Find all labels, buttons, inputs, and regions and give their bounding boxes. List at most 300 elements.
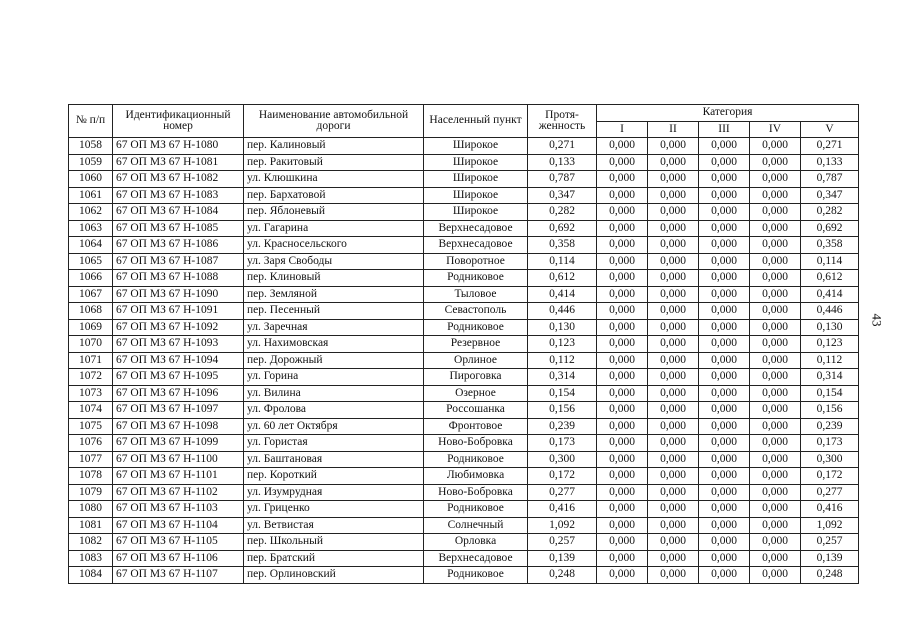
cell-id: 67 ОП МЗ 67 Н-1081 [113,154,244,171]
header-road: Наименование автомобильной дороги [244,105,424,138]
cell-cat-4: 0,000 [750,187,801,204]
cell-cat-1: 0,000 [597,550,648,567]
cell-cat-2: 0,000 [648,517,699,534]
cell-cat-4: 0,000 [750,204,801,221]
cell-length: 0,271 [528,138,597,155]
cell-num: 1071 [69,352,113,369]
cell-id: 67 ОП МЗ 67 Н-1105 [113,534,244,551]
cell-num: 1066 [69,270,113,287]
cell-cat-2: 0,000 [648,451,699,468]
cell-num: 1058 [69,138,113,155]
cell-cat-4: 0,000 [750,550,801,567]
cell-cat-3: 0,000 [699,435,750,452]
cell-road: ул. Гриценко [244,501,424,518]
cell-cat-2: 0,000 [648,187,699,204]
table-row [69,303,859,320]
cell-cat-4: 0,000 [750,336,801,353]
cell-cat-1: 0,000 [597,253,648,270]
cell-cat-5: 0,271 [801,138,859,155]
cell-road: пер. Клиновый [244,270,424,287]
cell-place: Родниковое [424,270,528,287]
cell-place: Орловка [424,534,528,551]
cell-cat-3: 0,000 [699,187,750,204]
cell-cat-1: 0,000 [597,187,648,204]
cell-cat-4: 0,000 [750,435,801,452]
cell-cat-3: 0,000 [699,567,750,584]
cell-length: 1,092 [528,517,597,534]
cell-length: 0,446 [528,303,597,320]
cell-id: 67 ОП МЗ 67 Н-1100 [113,451,244,468]
table-row [69,270,859,287]
cell-length: 0,130 [528,319,597,336]
cell-cat-1: 0,000 [597,171,648,188]
cell-cat-5: 0,248 [801,567,859,584]
cell-id: 67 ОП МЗ 67 Н-1099 [113,435,244,452]
cell-cat-2: 0,000 [648,138,699,155]
cell-cat-3: 0,000 [699,204,750,221]
header-place: Населенный пункт [424,105,528,138]
cell-cat-3: 0,000 [699,154,750,171]
cell-road: ул. Красносельского [244,237,424,254]
table-row [69,385,859,402]
cell-cat-1: 0,000 [597,204,648,221]
cell-num: 1063 [69,220,113,237]
cell-id: 67 ОП МЗ 67 Н-1104 [113,517,244,534]
cell-place: Севастополь [424,303,528,320]
cell-place: Родниковое [424,319,528,336]
table-row [69,418,859,435]
cell-id: 67 ОП МЗ 67 Н-1088 [113,270,244,287]
cell-cat-2: 0,000 [648,171,699,188]
cell-cat-1: 0,000 [597,418,648,435]
cell-num: 1077 [69,451,113,468]
table-row [69,336,859,353]
cell-cat-5: 0,416 [801,501,859,518]
cell-road: ул. Клюшкина [244,171,424,188]
cell-cat-1: 0,000 [597,402,648,419]
cell-cat-3: 0,000 [699,468,750,485]
cell-place: Поворотное [424,253,528,270]
cell-cat-3: 0,000 [699,303,750,320]
table-row [69,517,859,534]
cell-num: 1069 [69,319,113,336]
table-row [69,319,859,336]
cell-road: пер. Калиновый [244,138,424,155]
cell-length: 0,173 [528,435,597,452]
cell-cat-3: 0,000 [699,451,750,468]
cell-id: 67 ОП МЗ 67 Н-1080 [113,138,244,155]
cell-cat-5: 0,277 [801,484,859,501]
cell-road: пер. Братский [244,550,424,567]
table-row [69,138,859,155]
cell-cat-5: 0,300 [801,451,859,468]
cell-num: 1074 [69,402,113,419]
cell-cat-1: 0,000 [597,336,648,353]
cell-cat-2: 0,000 [648,550,699,567]
cell-cat-1: 0,000 [597,319,648,336]
cell-cat-1: 0,000 [597,138,648,155]
cell-cat-3: 0,000 [699,171,750,188]
cell-place: Широкое [424,171,528,188]
cell-id: 67 ОП МЗ 67 Н-1094 [113,352,244,369]
cell-cat-2: 0,000 [648,336,699,353]
cell-place: Широкое [424,138,528,155]
cell-cat-4: 0,000 [750,418,801,435]
cell-num: 1081 [69,517,113,534]
table-row [69,204,859,221]
cell-num: 1067 [69,286,113,303]
cell-place: Родниковое [424,451,528,468]
cell-place: Тыловое [424,286,528,303]
cell-num: 1068 [69,303,113,320]
cell-road: ул. Заря Свободы [244,253,424,270]
cell-id: 67 ОП МЗ 67 Н-1093 [113,336,244,353]
header-id: Идентификационный номер [113,105,244,138]
cell-id: 67 ОП МЗ 67 Н-1102 [113,484,244,501]
cell-cat-2: 0,000 [648,303,699,320]
cell-length: 0,112 [528,352,597,369]
cell-cat-2: 0,000 [648,484,699,501]
cell-cat-2: 0,000 [648,501,699,518]
cell-road: ул. Фролова [244,402,424,419]
cell-cat-4: 0,000 [750,567,801,584]
cell-id: 67 ОП МЗ 67 Н-1083 [113,187,244,204]
cell-cat-3: 0,000 [699,517,750,534]
cell-cat-4: 0,000 [750,220,801,237]
cell-num: 1059 [69,154,113,171]
cell-length: 0,692 [528,220,597,237]
cell-cat-5: 0,112 [801,352,859,369]
cell-num: 1080 [69,501,113,518]
cell-cat-2: 0,000 [648,402,699,419]
cell-cat-5: 0,139 [801,550,859,567]
cell-cat-5: 0,314 [801,369,859,386]
cell-length: 0,282 [528,204,597,221]
header-num: № п/п [69,105,113,138]
cell-length: 0,154 [528,385,597,402]
cell-num: 1084 [69,567,113,584]
cell-cat-1: 0,000 [597,369,648,386]
cell-place: Ново-Бобровка [424,484,528,501]
cell-place: Верхнесадовое [424,220,528,237]
cell-cat-5: 0,257 [801,534,859,551]
cell-num: 1079 [69,484,113,501]
cell-length: 0,133 [528,154,597,171]
cell-place: Широкое [424,187,528,204]
cell-cat-3: 0,000 [699,352,750,369]
cell-id: 67 ОП МЗ 67 Н-1095 [113,369,244,386]
cell-place: Родниковое [424,567,528,584]
header-cat-5: V [801,122,859,138]
cell-cat-5: 1,092 [801,517,859,534]
cell-num: 1075 [69,418,113,435]
cell-cat-2: 0,000 [648,468,699,485]
cell-num: 1076 [69,435,113,452]
cell-cat-1: 0,000 [597,484,648,501]
cell-cat-5: 0,787 [801,171,859,188]
cell-cat-2: 0,000 [648,204,699,221]
table-row [69,501,859,518]
table-row [69,435,859,452]
cell-length: 0,612 [528,270,597,287]
table-row [69,253,859,270]
cell-place: Широкое [424,154,528,171]
table-row [69,369,859,386]
header-cat-2: II [648,122,699,138]
cell-cat-4: 0,000 [750,154,801,171]
cell-id: 67 ОП МЗ 67 Н-1082 [113,171,244,188]
cell-cat-3: 0,000 [699,402,750,419]
cell-cat-3: 0,000 [699,270,750,287]
cell-cat-1: 0,000 [597,435,648,452]
cell-cat-4: 0,000 [750,253,801,270]
cell-cat-2: 0,000 [648,534,699,551]
table-row [69,402,859,419]
cell-road: пер. Дорожный [244,352,424,369]
cell-cat-4: 0,000 [750,303,801,320]
cell-num: 1072 [69,369,113,386]
cell-cat-3: 0,000 [699,220,750,237]
cell-length: 0,414 [528,286,597,303]
cell-road: ул. Нахимовская [244,336,424,353]
cell-place: Верхнесадовое [424,237,528,254]
cell-length: 0,239 [528,418,597,435]
cell-num: 1062 [69,204,113,221]
cell-cat-2: 0,000 [648,286,699,303]
cell-length: 0,139 [528,550,597,567]
cell-cat-5: 0,358 [801,237,859,254]
cell-id: 67 ОП МЗ 67 Н-1085 [113,220,244,237]
cell-num: 1082 [69,534,113,551]
table-row [69,286,859,303]
cell-cat-3: 0,000 [699,237,750,254]
cell-id: 67 ОП МЗ 67 Н-1087 [113,253,244,270]
cell-cat-5: 0,282 [801,204,859,221]
cell-cat-2: 0,000 [648,418,699,435]
cell-cat-3: 0,000 [699,385,750,402]
cell-cat-4: 0,000 [750,270,801,287]
cell-id: 67 ОП МЗ 67 Н-1091 [113,303,244,320]
cell-cat-3: 0,000 [699,501,750,518]
cell-cat-1: 0,000 [597,154,648,171]
cell-id: 67 ОП МЗ 67 Н-1098 [113,418,244,435]
cell-length: 0,123 [528,336,597,353]
cell-cat-4: 0,000 [750,484,801,501]
cell-cat-4: 0,000 [750,501,801,518]
cell-cat-2: 0,000 [648,220,699,237]
cell-cat-3: 0,000 [699,369,750,386]
cell-id: 67 ОП МЗ 67 Н-1106 [113,550,244,567]
cell-cat-5: 0,446 [801,303,859,320]
cell-cat-2: 0,000 [648,369,699,386]
table-row [69,534,859,551]
header-length: Протя-женность [528,105,597,138]
cell-cat-4: 0,000 [750,171,801,188]
cell-length: 0,172 [528,468,597,485]
page-number: 43 [869,313,885,327]
cell-length: 0,114 [528,253,597,270]
table-row [69,550,859,567]
cell-cat-3: 0,000 [699,138,750,155]
cell-length: 0,277 [528,484,597,501]
cell-id: 67 ОП МЗ 67 Н-1086 [113,237,244,254]
cell-place: Резервное [424,336,528,353]
cell-road: ул. Гагарина [244,220,424,237]
cell-num: 1061 [69,187,113,204]
cell-cat-3: 0,000 [699,336,750,353]
cell-cat-4: 0,000 [750,286,801,303]
cell-cat-2: 0,000 [648,435,699,452]
cell-cat-5: 0,347 [801,187,859,204]
cell-cat-2: 0,000 [648,253,699,270]
cell-place: Любимовка [424,468,528,485]
cell-place: Верхнесадовое [424,550,528,567]
cell-length: 0,416 [528,501,597,518]
cell-cat-2: 0,000 [648,319,699,336]
cell-cat-3: 0,000 [699,550,750,567]
cell-id: 67 ОП МЗ 67 Н-1103 [113,501,244,518]
cell-cat-1: 0,000 [597,501,648,518]
cell-id: 67 ОП МЗ 67 Н-1084 [113,204,244,221]
cell-length: 0,347 [528,187,597,204]
cell-length: 0,358 [528,237,597,254]
cell-cat-1: 0,000 [597,451,648,468]
cell-cat-1: 0,000 [597,567,648,584]
cell-road: ул. Изумрудная [244,484,424,501]
cell-cat-3: 0,000 [699,534,750,551]
cell-cat-1: 0,000 [597,385,648,402]
cell-cat-2: 0,000 [648,154,699,171]
table-row [69,220,859,237]
cell-cat-3: 0,000 [699,253,750,270]
cell-cat-4: 0,000 [750,402,801,419]
header-cat-1: I [597,122,648,138]
table-row [69,237,859,254]
cell-length: 0,248 [528,567,597,584]
cell-road: ул. Горина [244,369,424,386]
cell-road: ул. 60 лет Октября [244,418,424,435]
cell-cat-4: 0,000 [750,451,801,468]
cell-place: Широкое [424,204,528,221]
cell-cat-2: 0,000 [648,567,699,584]
cell-cat-5: 0,133 [801,154,859,171]
cell-cat-4: 0,000 [750,138,801,155]
roads-table [68,104,859,584]
cell-cat-5: 0,239 [801,418,859,435]
table-row [69,451,859,468]
cell-place: Озерное [424,385,528,402]
cell-cat-2: 0,000 [648,385,699,402]
table-row [69,468,859,485]
cell-cat-4: 0,000 [750,352,801,369]
cell-cat-1: 0,000 [597,220,648,237]
cell-cat-4: 0,000 [750,237,801,254]
cell-place: Родниковое [424,501,528,518]
cell-place: Орлиное [424,352,528,369]
cell-cat-5: 0,123 [801,336,859,353]
table-row [69,187,859,204]
cell-cat-4: 0,000 [750,369,801,386]
cell-cat-5: 0,692 [801,220,859,237]
cell-num: 1083 [69,550,113,567]
table-row [69,171,859,188]
cell-place: Россошанка [424,402,528,419]
cell-road: пер. Орлиновский [244,567,424,584]
cell-cat-3: 0,000 [699,484,750,501]
cell-cat-1: 0,000 [597,286,648,303]
cell-place: Ново-Бобровка [424,435,528,452]
cell-place: Пироговка [424,369,528,386]
cell-num: 1073 [69,385,113,402]
cell-cat-5: 0,130 [801,319,859,336]
cell-road: пер. Ракитовый [244,154,424,171]
cell-length: 0,257 [528,534,597,551]
cell-cat-2: 0,000 [648,237,699,254]
cell-road: пер. Бархатовой [244,187,424,204]
cell-cat-2: 0,000 [648,352,699,369]
cell-cat-1: 0,000 [597,237,648,254]
cell-cat-1: 0,000 [597,270,648,287]
table-row [69,567,859,584]
cell-road: ул. Вилина [244,385,424,402]
cell-cat-1: 0,000 [597,534,648,551]
cell-cat-4: 0,000 [750,385,801,402]
cell-length: 0,300 [528,451,597,468]
cell-cat-3: 0,000 [699,319,750,336]
cell-cat-5: 0,114 [801,253,859,270]
cell-cat-5: 0,414 [801,286,859,303]
cell-cat-4: 0,000 [750,468,801,485]
cell-cat-5: 0,612 [801,270,859,287]
cell-cat-1: 0,000 [597,303,648,320]
cell-id: 67 ОП МЗ 67 Н-1101 [113,468,244,485]
cell-cat-5: 0,154 [801,385,859,402]
cell-cat-3: 0,000 [699,286,750,303]
table-body [69,138,859,584]
cell-cat-1: 0,000 [597,352,648,369]
table-row [69,484,859,501]
cell-num: 1060 [69,171,113,188]
cell-road: ул. Заречная [244,319,424,336]
cell-cat-5: 0,156 [801,402,859,419]
cell-cat-1: 0,000 [597,468,648,485]
cell-cat-5: 0,172 [801,468,859,485]
cell-road: ул. Ветвистая [244,517,424,534]
cell-id: 67 ОП МЗ 67 Н-1097 [113,402,244,419]
cell-length: 0,156 [528,402,597,419]
cell-num: 1064 [69,237,113,254]
cell-cat-5: 0,173 [801,435,859,452]
cell-num: 1065 [69,253,113,270]
table-row [69,154,859,171]
cell-id: 67 ОП МЗ 67 Н-1090 [113,286,244,303]
header-cat-3: III [699,122,750,138]
header-category: Категория [597,105,859,122]
cell-length: 0,787 [528,171,597,188]
cell-id: 67 ОП МЗ 67 Н-1107 [113,567,244,584]
cell-id: 67 ОП МЗ 67 Н-1096 [113,385,244,402]
cell-road: пер. Земляной [244,286,424,303]
cell-cat-1: 0,000 [597,517,648,534]
header-cat-4: IV [750,122,801,138]
cell-cat-4: 0,000 [750,319,801,336]
cell-num: 1070 [69,336,113,353]
cell-road: пер. Короткий [244,468,424,485]
cell-road: пер. Яблоневый [244,204,424,221]
cell-road: ул. Баштановая [244,451,424,468]
cell-length: 0,314 [528,369,597,386]
cell-road: ул. Гористая [244,435,424,452]
